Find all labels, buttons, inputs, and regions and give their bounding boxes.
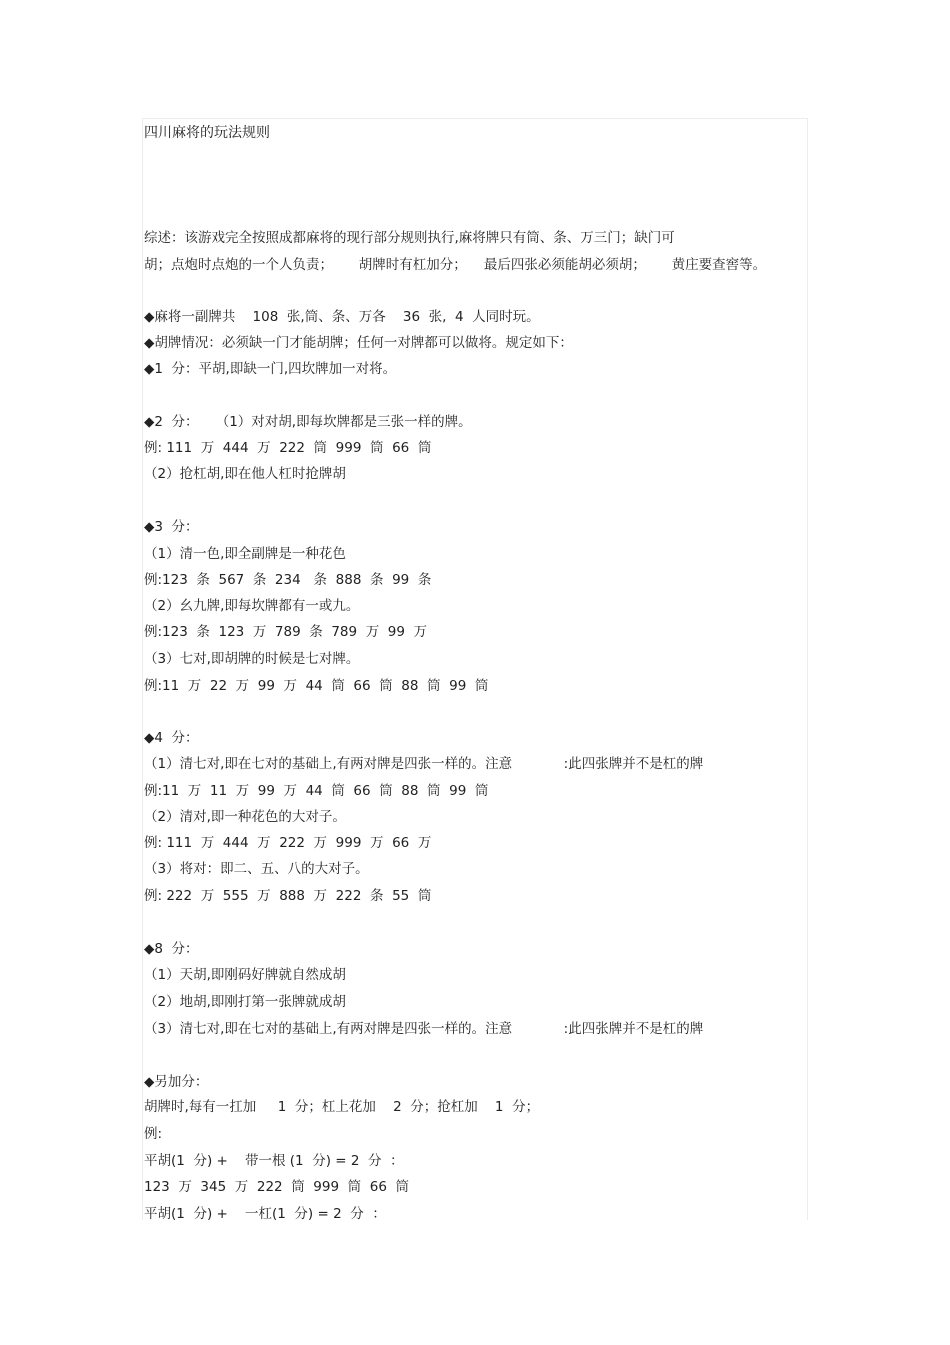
document-title: 四川麻将的玩法规则 xyxy=(144,125,270,141)
rule-line-hu-conditions: ◆胡牌情况：必须缺一门才能胡牌；任何一对牌都可以做将。规定如下： xyxy=(144,335,573,351)
rule-line-2-points: ◆2 分： （1）对对胡,即每坎牌都是三张一样的牌。 xyxy=(144,414,472,430)
example-line: 例: 111 万 444 万 222 筒 999 筒 66 筒 xyxy=(144,440,432,456)
rule-line-tiles: ◆麻将一副牌共 108 张,筒、条、万各 36 张, 4 人同时玩。 xyxy=(144,309,540,325)
rule-line: （3）清七对,即在七对的基础上,有两对牌是四张一样的。注意 :此四张牌并不是杠的牌 xyxy=(144,1021,704,1037)
summary-line-2: 胡；点炮时点炮的一个人负责； 胡牌时有杠加分； 最后四张必须能胡必须胡； 黄庄要查窖等。 xyxy=(144,257,767,273)
rule-line: （2）抢杠胡,即在他人杠时抢牌胡 xyxy=(144,466,346,482)
rule-line: （2）清对,即一种花色的大对子。 xyxy=(144,809,346,825)
example-line: 例: 222 万 555 万 888 万 222 条 55 筒 xyxy=(144,888,432,904)
rule-line-1-point: ◆1 分：平胡,即缺一门,四坎牌加一对将。 xyxy=(144,361,397,377)
rule-line-8-points: ◆8 分： xyxy=(144,941,199,957)
rule-line: （1）天胡,即刚码好牌就自然成胡 xyxy=(144,967,346,983)
page-frame xyxy=(142,118,808,1220)
rule-line: （3）将对：即二、五、八的大对子。 xyxy=(144,861,369,877)
rule-line: （2）地胡,即刚打第一张牌就成胡 xyxy=(144,994,346,1010)
rule-line: 胡牌时,每有一扛加 1 分；杠上花加 2 分；抢杠加 1 分； xyxy=(144,1099,540,1115)
rule-line-3-points: ◆3 分： xyxy=(144,519,199,535)
example-line: 例:123 条 123 万 789 条 789 万 99 万 xyxy=(144,624,428,640)
example-line: 例:11 万 22 万 99 万 44 筒 66 筒 88 筒 99 筒 xyxy=(144,678,489,694)
rule-line-bonus: ◆另加分： xyxy=(144,1074,209,1090)
example-line: 123 万 345 万 222 筒 999 筒 66 筒 xyxy=(144,1179,409,1195)
rule-line: （3）七对,即胡牌的时候是七对牌。 xyxy=(144,651,360,667)
example-label: 例: xyxy=(144,1126,163,1142)
rule-line: （1）清七对,即在七对的基础上,有两对牌是四张一样的。注意 :此四张牌并不是杠的牌 xyxy=(144,756,704,772)
rule-line: （1）清一色,即全副牌是一种花色 xyxy=(144,546,346,562)
rule-line: （2）幺九牌,即每坎牌都有一或九。 xyxy=(144,598,360,614)
rule-line-4-points: ◆4 分： xyxy=(144,730,199,746)
example-line: 平胡(1 分) + 带一根 (1 分) = 2 分 ： xyxy=(144,1153,404,1169)
example-line: 平胡(1 分) + 一杠(1 分) = 2 分 ： xyxy=(144,1206,386,1222)
example-line: 例: 111 万 444 万 222 万 999 万 66 万 xyxy=(144,835,432,851)
example-line: 例:123 条 567 条 234 条 888 条 99 条 xyxy=(144,572,432,588)
summary-line-1: 综述：该游戏完全按照成都麻将的现行部分规则执行,麻将牌只有筒、条、万三门；缺门可 xyxy=(144,230,675,246)
example-line: 例:11 万 11 万 99 万 44 筒 66 筒 88 筒 99 筒 xyxy=(144,783,489,799)
